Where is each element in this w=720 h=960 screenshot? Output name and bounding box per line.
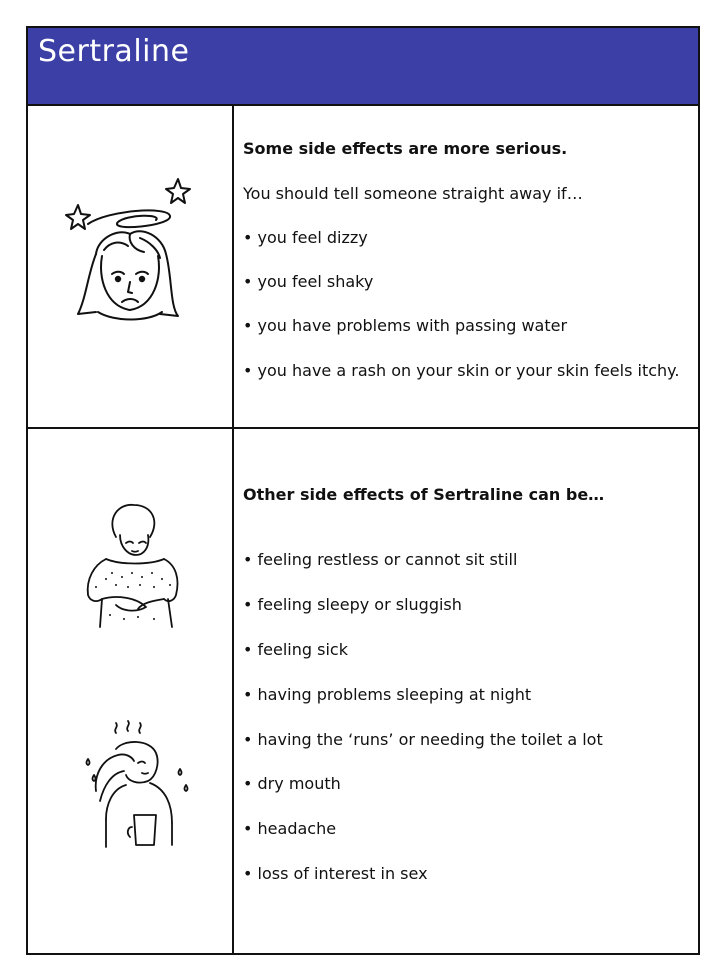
serious-effects-text xyxy=(234,106,698,427)
serious-effects-row xyxy=(28,106,698,429)
list-item: • having the ‘runs’ or needing the toilet a lot xyxy=(243,730,603,749)
other-effects-row xyxy=(28,429,698,955)
other-illustrations-cell xyxy=(28,429,234,955)
page-title: Sertraline xyxy=(38,34,190,69)
stomach-ache-icon xyxy=(76,499,186,629)
serious-intro: You should tell someone straight away if… xyxy=(243,184,583,203)
list-item: • you feel shaky xyxy=(243,272,374,291)
list-item: • you feel dizzy xyxy=(243,228,368,247)
list-item: • feeling sick xyxy=(243,640,348,659)
dizzy-illustration-cell xyxy=(28,106,234,427)
dizzy-face-icon xyxy=(58,166,198,326)
list-item: • you have problems with passing water xyxy=(243,316,568,335)
list-item: • you have a rash on your skin or your skin feels itchy. xyxy=(243,361,680,380)
list-item: • feeling sleepy or sluggish xyxy=(243,595,462,614)
title-banner xyxy=(28,28,698,106)
other-heading: Other side effects of Sertraline can be… xyxy=(243,485,605,504)
list-item: • feeling restless or cannot sit still xyxy=(243,550,518,569)
list-item: • loss of interest in sex xyxy=(243,864,428,883)
list-item: • dry mouth xyxy=(243,774,341,793)
list-item: • having problems sleeping at night xyxy=(243,685,532,704)
list-item: • headache xyxy=(243,819,337,838)
other-effects-text xyxy=(234,429,698,955)
side-effects-sheet xyxy=(26,26,700,955)
headache-icon xyxy=(76,719,196,854)
serious-heading: Some side effects are more serious. xyxy=(243,139,568,158)
